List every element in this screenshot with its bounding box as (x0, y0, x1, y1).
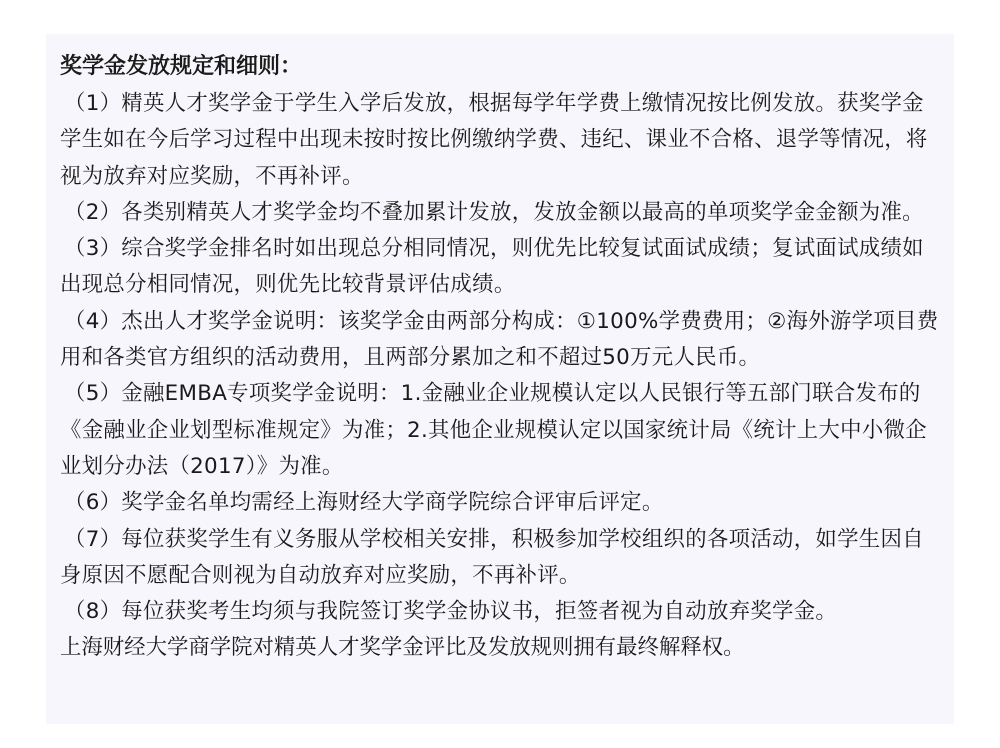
rule-item-2: （2）各类别精英人才奖学金均不叠加累计发放，发放金额以最高的单项奖学金金额为准。 (64, 199, 924, 225)
page-title: 奖学金发放规定和细则： (60, 54, 303, 79)
footer-note: 上海财经大学商学院对精英人才奖学金评比及发放规则拥有最终解释权。 (60, 635, 745, 661)
rule-item-4: （4）杰出人才奖学金说明：该奖学金由两部分构成：①100%学费费用；②海外游学项目费用和各类官方组织的活动费用，且两部分累加之和不超过50万元人民币。 (60, 308, 939, 371)
rule-item-6: （6）奖学金名单均需经上海财经大学商学院综合评审后评定。 (64, 490, 664, 516)
rule-item-7: （7）每位获奖学生有义务服从学校相关安排，积极参加学校组织的各项活动，如学生因自身原因不愿配合则视为自动放弃对应奖励，不再补评。 (60, 526, 924, 588)
rule-item-8: （8）每位获奖考生均须与我院签订奖学金协议书，拒签者视为自动放弃奖学金。 (64, 599, 838, 625)
rules-panel (46, 34, 954, 724)
rule-item-5: （5）金融EMBA专项奖学金说明：1.金融业企业规模认定以人民银行等五部门联合发布的《金融业企业划型标准规定》为准；2.其他企业规模认定以国家统计局《统计上大中小微企业划分办法（2017）》为准。 (60, 381, 927, 479)
rule-item-3: （3）综合奖学金排名时如出现总分相同情况，则优先比较复试面试成绩；复试面试成绩如出现总分相同情况，则优先比较背景评估成绩。 (60, 236, 924, 298)
rule-item-1: （1）精英人才奖学金于学生入学后发放，根据每学年学费上缴情况按比例发放。获奖学金学生如在今后学习过程中出现未按时按比例缴纳学费、违纪、课业不合格、退学等情况，将视为放弃对应奖励，不再补评。 (60, 91, 928, 189)
